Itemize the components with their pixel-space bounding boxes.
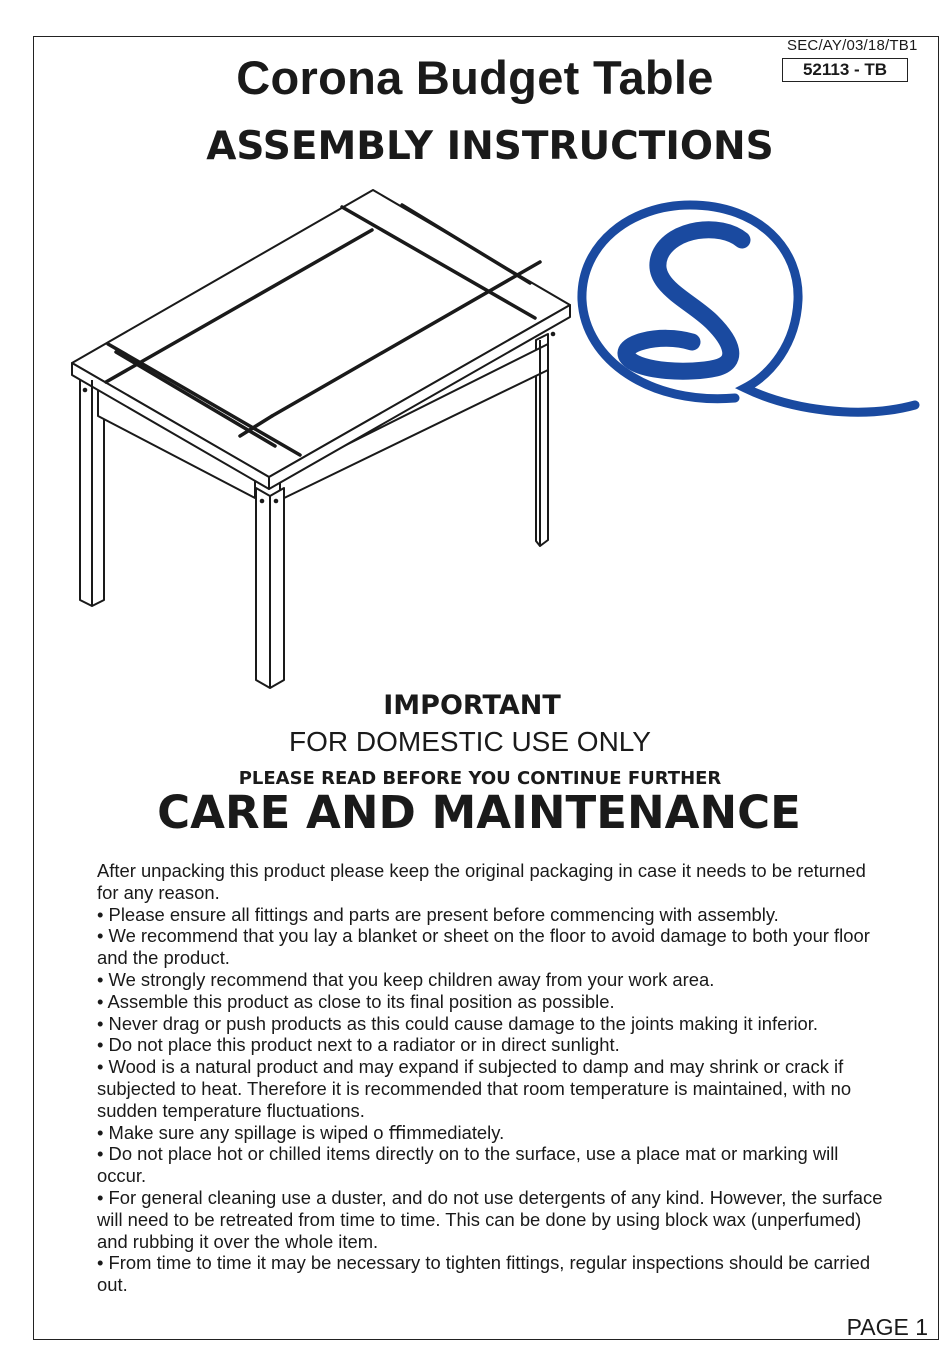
- paragraph: • We recommend that you lay a blanket or sheet on the floor to avoid damage to both your floor and the product.: [97, 925, 870, 969]
- table-illustration: [60, 180, 580, 700]
- domestic-use-notice: FOR DOMESTIC USE ONLY: [289, 726, 651, 757]
- paragraph: • Wood is a natural product and may expand if subjected to damp and may shrink or crack if subjected to heat. Therefore it is recommended that room temperature is maintained, with no sudden temperature fluctuations.: [97, 1056, 852, 1121]
- important-heading: IMPORTANT: [383, 690, 561, 721]
- document-code: SEC/AY/03/18/TB1: [787, 37, 918, 54]
- page-number: PAGE 1: [846, 1314, 928, 1340]
- please-read-notice: PLEASE READ BEFORE YOU CONTINUE FURTHER: [238, 768, 722, 789]
- paragraph: • For general cleaning use a duster, and do not use detergents of any kind. However, the surface will need to be retreated from time to time. This can be done by using block wax (unperfumed) and rubbing it over the whole item.: [97, 1186, 883, 1252]
- product-title: Corona Budget Table: [236, 51, 714, 104]
- paragraph: • Do not place hot or chilled items directly on to the surface, use a place mat or marking will occur.: [97, 1143, 839, 1187]
- paragraph: After unpacking this product please keep the original packaging in case it needs to be returned for any reason.: [97, 860, 866, 903]
- care-heading: CARE AND MAINTENANCE: [157, 786, 801, 839]
- paragraph: • Please ensure all fittings and parts are present before commencing with assembly.: [97, 903, 779, 925]
- assembly-subtitle: ASSEMBLY INSTRUCTIONS: [206, 124, 774, 169]
- paragraph: • Make sure any spillage is wiped o ﬃmmediately.: [97, 1121, 505, 1143]
- paragraph: • From time to time it may be necessary to tighten fittings, regular inspections should be carried out.: [97, 1252, 871, 1296]
- product-code-box: 52113 - TB: [782, 58, 908, 82]
- paragraph: • We strongly recommend that you keep children away from your work area.: [97, 968, 715, 990]
- care-instructions: [97, 860, 892, 1296]
- paragraph: • Do not place this product next to a radiator or in direct sunlight.: [97, 1034, 620, 1056]
- company-logo: [570, 195, 930, 435]
- paragraph: • Never drag or push products as this could cause damage to the joints making it inferior.: [97, 1012, 818, 1034]
- paragraph: • Assemble this product as close to its final position as possible.: [97, 990, 615, 1012]
